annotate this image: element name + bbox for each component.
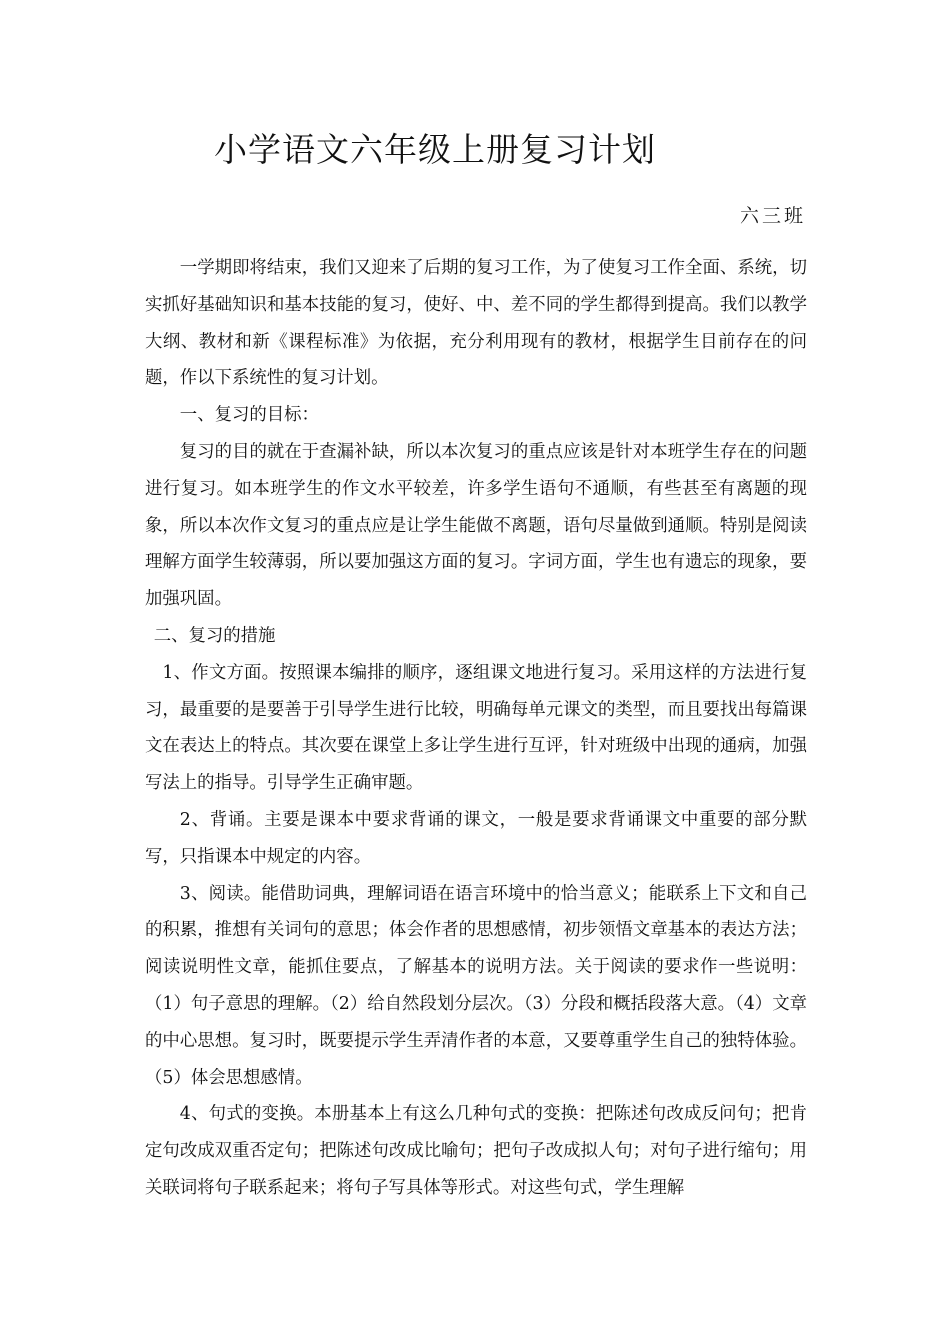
section-heading-goals: 一、复习的目标： bbox=[179, 405, 319, 426]
goals-paragraph: 复习的目的就在于查漏补缺，所以本次复习的重点应该是针对本班学生存在的问题进行复习。如本班学生的作文水平较差，许多学生语句不通顺，有些甚至有离题的现象，所以本次作文复习的重点应是让学生能做不离题，语句尽量做到通顺。特别是阅读理解方面学生较薄弱，所以要加强这方面的复习。字词方面，学生也有遗忘的现象，要加强巩固。 bbox=[145, 441, 807, 610]
measure-recitation: 2、背诵。主要是课本中要求背诵的课文，一般是要求背诵课文中重要的部分默写，只指课本中规定的内容。 bbox=[145, 809, 807, 867]
measure-sentence-transform: 4、句式的变换。本册基本上有这么几种句式的变换：把陈述句改成反问句；把肯定句改成双重否定句；把陈述句改成比喻句；把句子改成拟人句；对句子进行缩句；用关联词将句子联系起来；将句子写具体等形式。对这些句式，学生理解 bbox=[145, 1104, 807, 1198]
class-label: 六三班 bbox=[739, 205, 806, 227]
document-body bbox=[145, 250, 807, 1207]
measure-composition: 1、作文方面。按照课本编排的顺序，逐组课文地进行复习。采用这样的方法进行复习，最重要的是要善于引导学生进行比较，明确每单元课文的类型，而且要找出每篇课文在表达上的特点。其次要在课堂上多让学生进行互评，针对班级中出现的通病，加强写法上的指导。引导学生正确审题。 bbox=[145, 662, 807, 794]
intro-paragraph: 一学期即将结束，我们又迎来了后期的复习工作，为了使复习工作全面、系统，切实抓好基础知识和基本技能的复习，使好、中、差不同的学生都得到提高。我们以教学大纲、教材和新《课程标准》为依据，充分利用现有的教材，根据学生目前存在的问题，作以下系统性的复习计划。 bbox=[145, 258, 807, 389]
document-title: 小学语文六年级上册复习计划 bbox=[214, 130, 656, 169]
measure-reading: 3、阅读。能借助词典，理解词语在语言环境中的恰当意义；能联系上下文和自己的积累，推想有关词句的意思；体会作者的思想感情，初步领悟文章基本的表达方法；阅读说明性文章，能抓住要点，了解基本的说明方法。关于阅读的要求作一些说明：（1）句子意思的理解。（2）给自然段划分层次。（3）分段和概括段落大意。（4）文章的中心思想。复习时，既要提示学生弄清作者的本意，又要尊重学生自己的独特体验。（5）体会思想感情。 bbox=[145, 883, 807, 1088]
section-heading-measures: 二、复习的措施 bbox=[153, 625, 276, 646]
